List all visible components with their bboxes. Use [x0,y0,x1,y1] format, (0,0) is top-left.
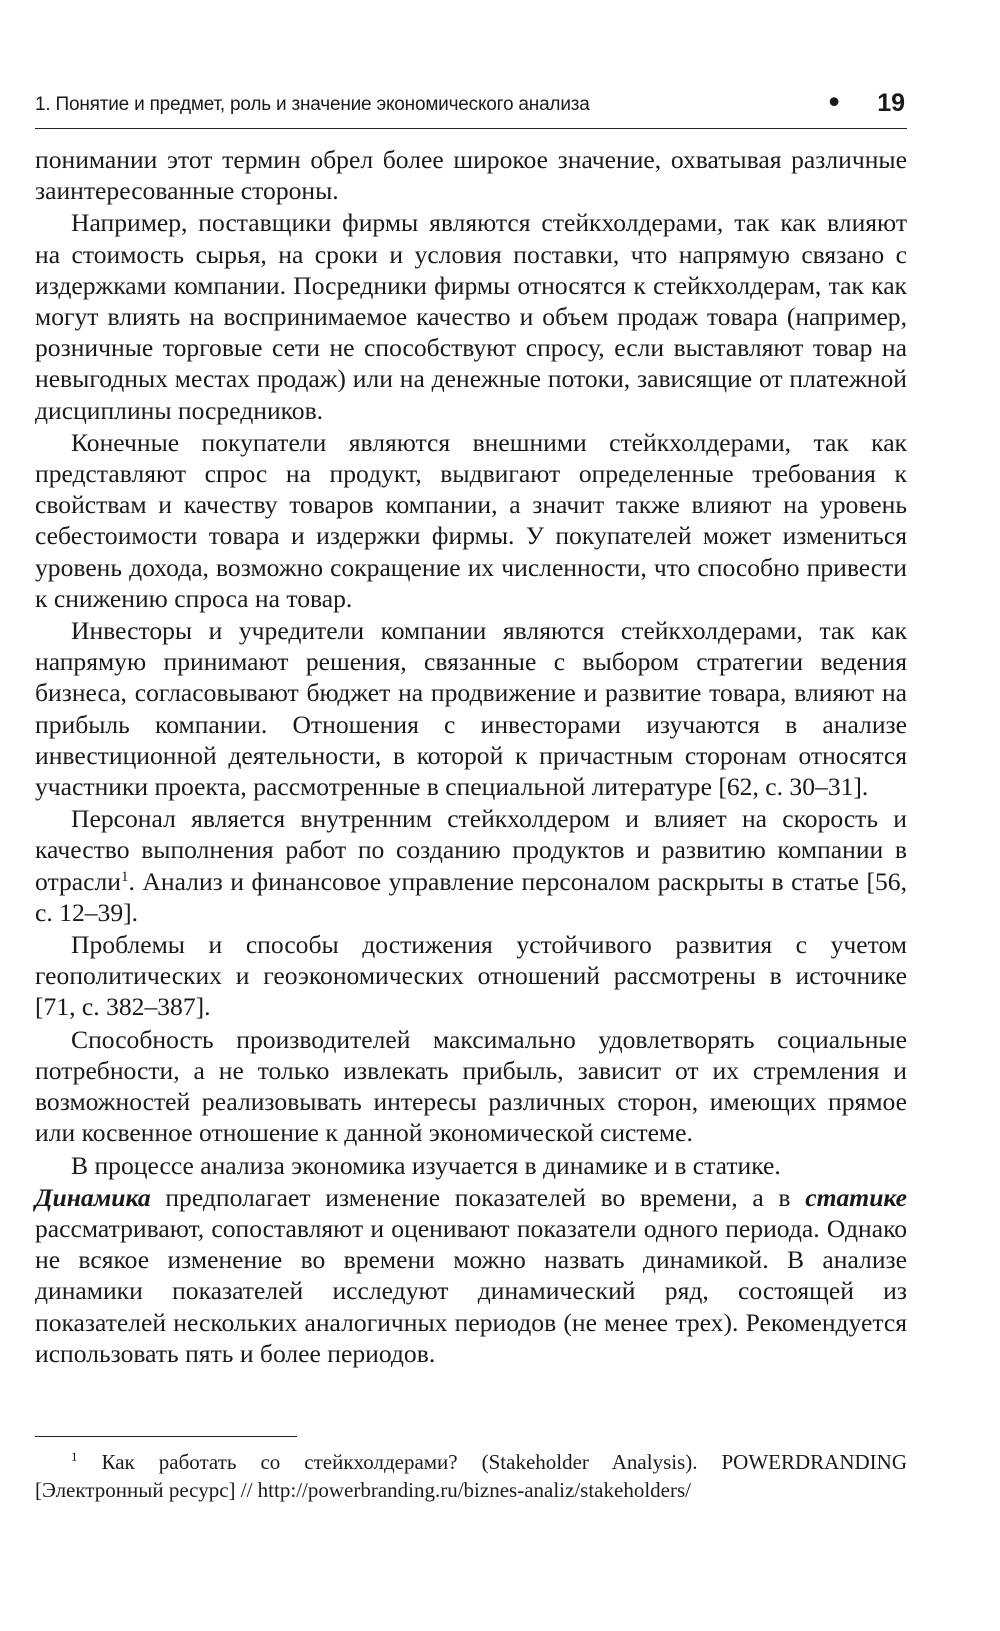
body-text [35,144,907,1369]
paragraph-suppliers: Например, поставщики фирмы являются стейкхолдерами, так как влияют на стоимость сырья, на сроки и условия поставки, что напрямую связано с издержками компании. Посредники фирмы относятся к стейкхолдерам, так как могут влиять на воспринимаемое качество и объем продаж товара (например, розничные торговые сети не способствуют спросу, если выставляют товар на невыгодных местах продаж) или на денежные потоки, зависящие от платежной дисциплины посредников. [35,208,907,425]
page-number: 19 [877,89,905,117]
personnel-text-a: Персонал является внутренним стейкхолдером и влияет на скорость и качество выполнения работ по созданию продуктов и развитию компании в отрасли [35,804,907,896]
chapter-title: 1. Понятие и предмет, роль и значение экономического анализа [35,94,590,115]
paragraph-buyers: Конечные покупатели являются внешними стейкхолдерами, так как представляют спрос на продукт, выдвигают определенные требования к свойствам и качеству товаров компании, а значит также влияют на уровень себестоимости товара и издержки фирмы. У покупателей может измениться уровень дохода, возможно сокращение их численности, что способно привести к снижению спроса на товар. [35,427,907,613]
paragraph-investors: Инвесторы и учредители компании являются стейкхолдерами, так как напрямую принимают решения, связанные с выбором стратегии ведения бизнеса, согласовывают бюджет на продвижение и развитие товара, влияют на прибыль компании. Отношения с инвесторами изучаются в анализе инвестиционной деятельности, в которой к причастным сторонам относятся участники проекта, рассмотренные в специальной литературе [62, с. 30–31]. [35,616,907,802]
term-dynamics: Динамика [35,1182,151,1212]
footnote-text: Как работать со стейкхолдерами? (Stakeholder Analysis). POWERDRANDING [Электронный ресурс] // http://powerbranding.ru/biznes-analiz/stakeholders/ [35,1450,907,1502]
footnote-separator [35,1436,297,1437]
personnel-text-b: . Анализ и финансовое управление персоналом раскрыты в статье [56, с. 12–39]. [35,866,907,927]
footnote-reference[interactable]: 1 [120,868,129,885]
footnote-mark: 1 [71,1449,78,1464]
book-page [35,0,907,1631]
running-header [35,86,907,129]
paragraph-continued: понимании этот термин обрел более широкое значение, охватывая различные заинтересованные стороны. [35,145,907,206]
header-bullet: • [825,86,843,121]
term-statics: статике [805,1182,907,1212]
footnote [35,1448,907,1504]
paragraph-dynamics-definition [35,1182,907,1369]
paragraph-dynamics-intro: В процессе анализа экономика изучается в динамике и в статике. [71,1150,781,1180]
dynamics-text-b: рассматривают, сопоставляют и оценивают показатели одного периода. Однако не всякое изменение во времени можно назвать динамикой. В анализе динамики показателей исследуют динамический ряд, состоящей из показателей нескольких аналогичных периодов (не менее трех). Рекомендуется использовать пять и более периодов. [35,1213,907,1368]
paragraph-sustainability: Проблемы и способы достижения устойчивого развития с учетом геополитических и геоэкономических отношений рассмотрены в источнике [71, с. 382–387]. [35,930,907,1022]
paragraph-social-needs: Способность производителей максимально удовлетворять социальные потребности, а не только извлекать прибыль, зависит от их стремления и возможностей реализовывать интересы различных сторон, имеющих прямое или косвенное отношение к данной экономической системе. [35,1024,907,1148]
paragraph-personnel [35,803,907,928]
dynamics-text-a: предполагает изменение показателей во времени, а в [150,1182,806,1212]
